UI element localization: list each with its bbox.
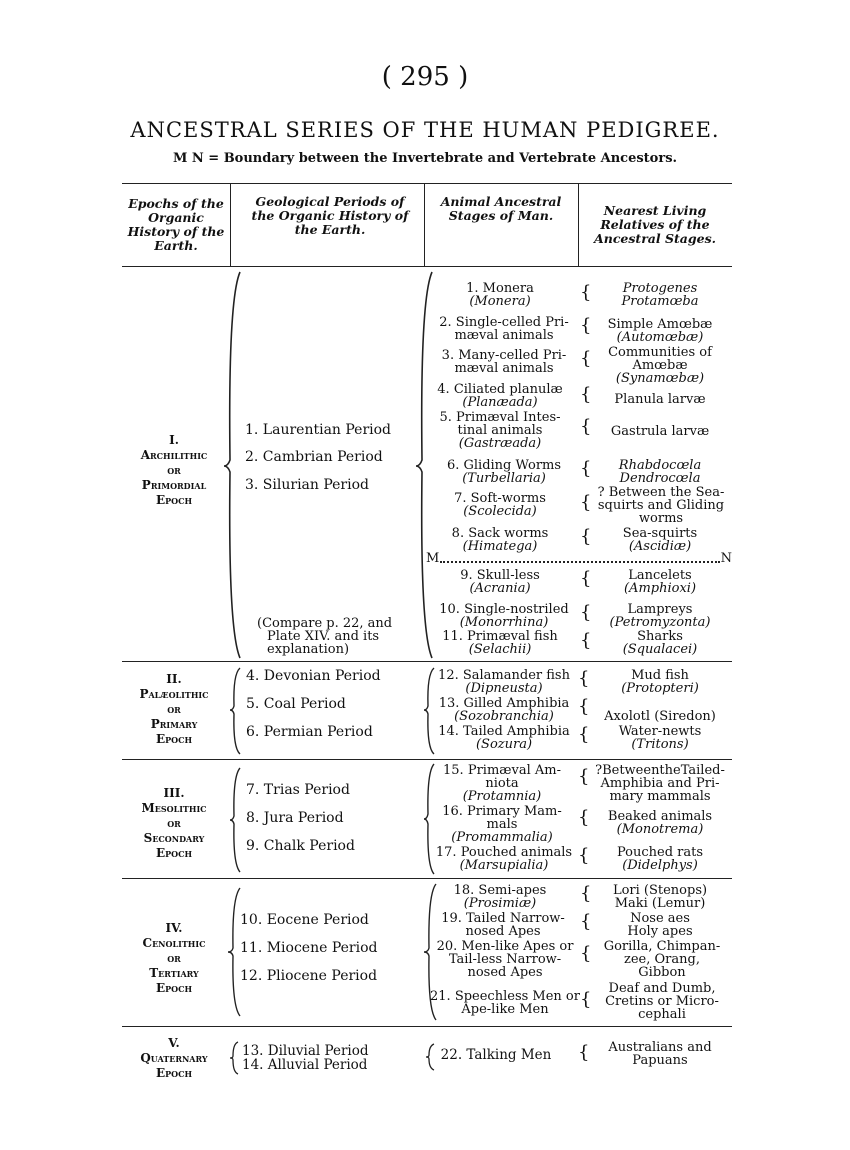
relative-21: Deaf and Dumb, Cretins or Micro- cephali (605, 981, 719, 1022)
header-relatives: Nearest Living Relatives of the Ancestral Stages. (594, 203, 716, 246)
stage-15: 15. Primæval Am- niota (Protamnia) (443, 763, 561, 804)
relative-14: Water-newts (Tritons) (618, 724, 702, 752)
compare-note: (Compare p. 22, and Plate XIV. and its explanation) (257, 616, 393, 657)
relative-12: Mud fish (Protopteri) (621, 668, 699, 696)
stage-17: 17. Pouched animals (Marsupialia) (435, 845, 573, 873)
page-number: ( 295 ) (381, 62, 469, 92)
epoch-5: V. Quaternary Epoch (140, 1036, 208, 1080)
brace-periods-5 (228, 1040, 240, 1076)
stage-18: 18. Semi-apes (Prosimiæ) (453, 883, 547, 911)
stage-19: 19. Tailed Narrow- nosed Apes (441, 911, 565, 939)
small-brace: { (580, 282, 592, 303)
small-brace: { (578, 724, 590, 745)
small-brace: { (580, 911, 592, 932)
relative-18: Lori (Stenops) Maki (Lemur) (612, 883, 708, 911)
stage-14: 14. Tailed Amphibia (Sozura) (438, 724, 570, 752)
period-12: 12. Pliocene Period (240, 968, 378, 984)
stage-13: 13. Gilled Amphibia (Sozobranchia) (438, 696, 570, 724)
stage-16: 16. Primary Mam- mals (Promammalia) (442, 804, 562, 845)
epoch-2: II. Palæolithic or Primary Epoch (139, 672, 209, 746)
page-title: ANCESTRAL SERIES OF THE HUMAN PEDIGREE. (130, 118, 720, 142)
relative-6: Rhabdocœla Dendrocœla (618, 458, 702, 486)
period-8: 8. Jura Period (246, 810, 344, 826)
relative-9: Lancelets (Amphioxi) (623, 568, 697, 596)
small-brace: { (580, 492, 592, 513)
stage-1: 1. Monera (Monera) (466, 281, 534, 309)
small-brace: { (580, 348, 592, 369)
small-brace: { (580, 315, 592, 336)
stage-10: 10. Single-nostriled (Monorrhina) (439, 602, 569, 630)
epoch-rule-1 (122, 661, 732, 662)
col-divider-2 (424, 183, 425, 266)
relative-8: Sea-squirts (Ascidiæ) (622, 526, 698, 554)
stage-8: 8. Sack worms (Himatega) (451, 526, 549, 554)
period-14: 14. Alluvial Period (242, 1057, 368, 1073)
relative-13: Axolotl (Siredon) (604, 709, 716, 724)
period-9: 9. Chalk Period (246, 838, 355, 854)
header-epochs: Epochs of the Organic History of the Earth. (127, 196, 225, 253)
header-stages: Animal Ancestral Stages of Man. (440, 194, 562, 223)
small-brace: { (580, 602, 592, 623)
stage-20: 20. Men-like Apes or Tail-less Narrow- nosed Apes (436, 939, 574, 980)
relative-1: Protogenes Protamœba (621, 281, 699, 309)
relative-5: Gastrula larvæ (610, 424, 710, 439)
relative-16: Beaked animals (Monotrema) (607, 809, 713, 837)
relative-11: Sharks (Squalacei) (622, 629, 698, 657)
small-brace: { (580, 568, 592, 589)
small-brace: { (580, 458, 592, 479)
stage-7: 7. Soft-worms (Scolecida) (454, 491, 546, 519)
period-3: 3. Silurian Period (245, 477, 369, 493)
subtitle: M N = Boundary between the Invertebrate and Vertebrate Ancestors. (172, 151, 678, 166)
period-13: 13. Diluvial Period (242, 1043, 369, 1059)
stage-6: 6. Gliding Worms (Turbellaria) (446, 458, 562, 486)
stage-2: 2. Single-celled Pri- mæval animals (439, 315, 569, 343)
small-brace: { (580, 384, 592, 405)
small-brace: { (578, 766, 590, 787)
stage-22: 22. Talking Men (440, 1047, 552, 1063)
small-brace: { (578, 668, 590, 689)
period-1: 1. Laurentian Period (245, 422, 392, 438)
relative-10: Lampreys (Petromyzonta) (609, 602, 711, 630)
stage-11: 11. Primæval fish (Selachii) (442, 629, 558, 657)
relative-2: Simple Amœbæ (Automœbæ) (607, 317, 713, 345)
period-11: 11. Miocene Period (240, 940, 378, 956)
header-periods: Geological Periods of the Organic History of the Earth. (251, 194, 409, 237)
brace-stages-5 (424, 1042, 436, 1072)
brace-periods-3 (228, 766, 242, 874)
epoch-1: I. Archilithic or Primordial Epoch (140, 433, 208, 507)
relative-7: ? Between the Sea- squirts and Gliding worms (597, 485, 725, 526)
epoch-rule-2 (122, 759, 732, 760)
period-6: 6. Permian Period (246, 724, 373, 740)
epoch-rule-4 (122, 1026, 732, 1027)
small-brace: { (580, 883, 592, 904)
col-divider-1 (230, 183, 231, 266)
period-4: 4. Devonian Period (246, 668, 381, 684)
relative-19: Nose aes Holy apes (627, 911, 693, 939)
epoch-3: III. Mesolithic or Secondary Epoch (141, 786, 207, 860)
small-brace: { (580, 630, 592, 651)
stage-5: 5. Primæval Intes- tinal animals (Gastræada) (439, 410, 561, 451)
epoch-4: IV. Cenolithic or Tertiary Epoch (142, 921, 206, 995)
small-brace: { (580, 416, 592, 437)
stage-4: 4. Ciliated planulæ (Planæada) (437, 382, 563, 410)
stage-9: 9. Skull-less (Acrania) (460, 568, 540, 596)
period-5: 5. Coal Period (246, 696, 346, 712)
table-top-rule (122, 183, 732, 184)
relative-3: Communities of Amœbæ (Synamœbæ) (608, 345, 712, 386)
small-brace: { (580, 943, 592, 964)
relative-20: Gorilla, Chimpan- zee, Orang, Gibbon (603, 939, 721, 980)
small-brace: { (578, 807, 590, 828)
header-bottom-rule (122, 266, 732, 267)
small-brace: { (578, 1042, 590, 1063)
stage-12: 12. Salamander fish (Dipneusta) (438, 668, 570, 696)
col-divider-3 (578, 183, 579, 266)
period-10: 10. Eocene Period (240, 912, 369, 928)
relative-4: Planula larvæ (614, 392, 706, 407)
small-brace: { (578, 696, 590, 717)
relative-22: Australians and Papuans (608, 1040, 712, 1068)
epoch-rule-3 (122, 878, 732, 879)
brace-periods-2 (228, 666, 242, 756)
relative-15: ?BetweentheTailed- Amphibia and Pri- mary mammals (595, 763, 725, 804)
mn-boundary: M N (426, 551, 732, 566)
stage-21: 21. Speechless Men or Ape-like Men (430, 989, 580, 1017)
small-brace: { (580, 526, 592, 547)
relative-17: Pouched rats (Didelphys) (616, 845, 704, 873)
small-brace: { (580, 989, 592, 1010)
period-2: 2. Cambrian Period (245, 449, 383, 465)
stage-3: 3. Many-celled Pri- mæval animals (441, 348, 567, 376)
brace-periods-1 (222, 270, 246, 660)
small-brace: { (578, 845, 590, 866)
period-7: 7. Trias Period (246, 782, 350, 798)
